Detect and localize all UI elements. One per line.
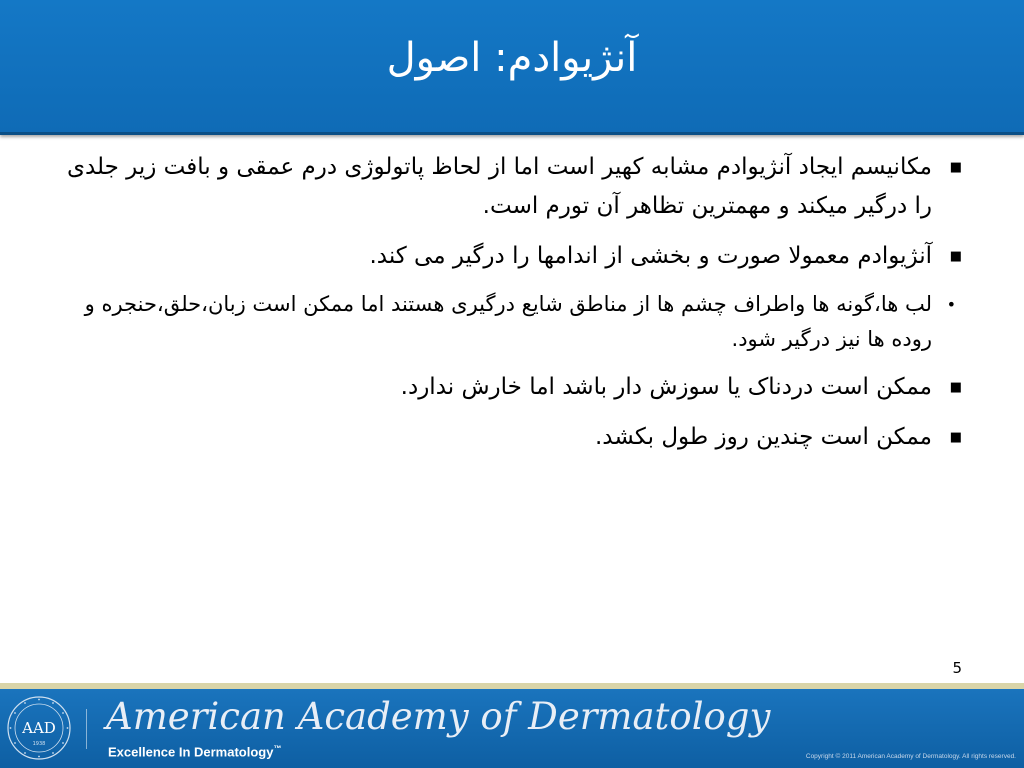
bullet-text: ممکن است دردناک یا سوزش دار باشد اما خارش ندارد.	[400, 374, 932, 400]
copyright-notice: Copyright © 2011 American Academy of Dermatology. All rights reserved.	[805, 753, 1016, 760]
square-bullet-icon: ■	[949, 160, 962, 175]
tagline-text: Excellence In Dermatology	[108, 744, 274, 760]
square-bullet-icon: ■	[949, 430, 962, 445]
bullet-text: ممکن است چندین روز طول بکشد.	[595, 424, 932, 450]
bullet-text: مکانیسم ایجاد آنژیوادم مشابه کهیر است اما از لحاظ پاتولوژی درم عمقی و بافت زیر جلدی را درگیر میکند و مهمترین تظاهر آن تورم است.	[66, 154, 932, 219]
bullet-item	[50, 148, 974, 226]
slide-title: آنژیوادم: اصول	[386, 35, 638, 81]
seal-text: AAD	[22, 719, 56, 737]
bullet-item	[50, 368, 974, 407]
square-bullet-icon: ■	[949, 380, 962, 395]
sub-bullet-item	[50, 287, 974, 357]
square-bullet-icon: ■	[949, 249, 962, 264]
organization-name: American Academy of Dermatology	[106, 695, 771, 738]
round-bullet-icon: •	[946, 295, 956, 314]
bullet-item	[50, 418, 974, 457]
bullet-text: لب ها،گونه ها واطراف چشم ها از مناطق شایع درگیری هستند اما ممکن است زبان،حلق،حنجره و روده ها نیز درگیر شود.	[84, 292, 932, 351]
tagline	[108, 741, 281, 760]
trademark-mark: ™	[273, 744, 282, 753]
aad-seal-logo	[6, 695, 72, 761]
title-bar	[0, 0, 1024, 135]
footer-bar	[0, 689, 1024, 768]
footer-divider	[86, 709, 87, 749]
seal-year: 1938	[32, 741, 46, 747]
bullet-text: آنژیوادم معمولا صورت و بخشی از اندامها را درگیر می کند.	[369, 243, 932, 269]
slide-content	[50, 148, 974, 468]
bullet-item	[50, 237, 974, 276]
page-number: 5	[952, 659, 962, 677]
